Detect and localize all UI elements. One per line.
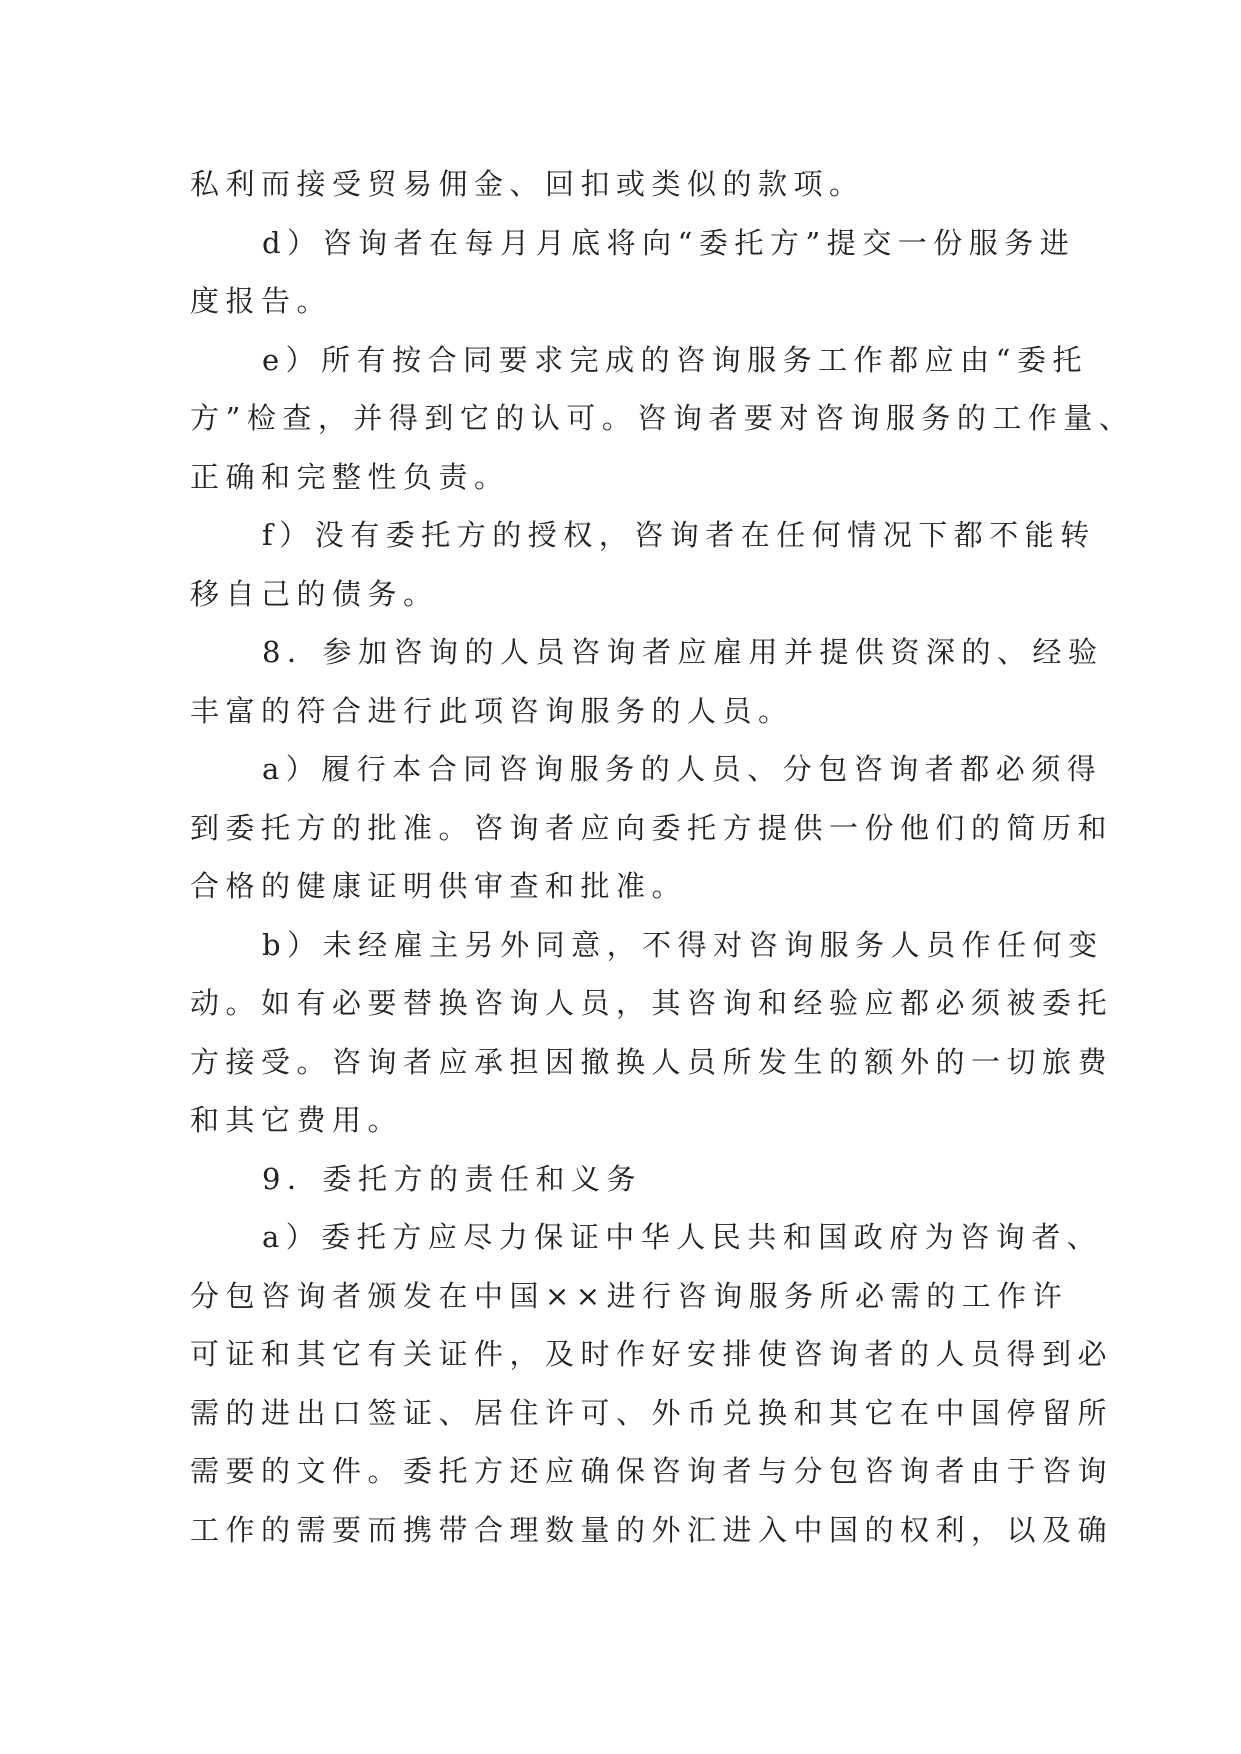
text-line: 可证和其它有关证件，及时作好安排使咨询者的人员得到必 <box>190 1337 1114 1371</box>
text-line: 合格的健康证明供审查和批准。 <box>190 869 688 903</box>
paragraph-start-line: a）委托方应尽力保证中华人民共和国政府为咨询者、 <box>262 1220 1103 1254</box>
text-line: 动。如有必要替换咨询人员，其咨询和经验应都必须被委托 <box>190 986 1114 1020</box>
text-line: 正确和完整性负责。 <box>190 459 510 494</box>
text-line: 丰富的符合进行此项咨询服务的人员。 <box>190 693 794 728</box>
paragraph-start-line: f）没有委托方的授权，咨询者在任何情况下都不能转 <box>262 518 1096 552</box>
paragraph-start-line: b）未经雇主另外同意，不得对咨询服务人员作任何变 <box>262 927 1104 962</box>
text-line: 方接受。咨询者应承担因撤换人员所发生的额外的一切旅费 <box>190 1044 1114 1079</box>
text-line: 私利而接受贸易佣金、回扣或类似的款项。 <box>190 167 865 201</box>
text-line: 分包咨询者颁发在中国××进行咨询服务所必需的工作许 <box>190 1278 1069 1313</box>
text-line: 移自己的债务。 <box>190 576 439 611</box>
text-line: 工作的需要而携带合理数量的外汇进入中国的权利，以及确 <box>190 1512 1114 1547</box>
text-line: 度报告。 <box>190 284 333 318</box>
section-heading-line: 8．参加咨询的人员咨询者应雇用并提供资深的、经验 <box>262 635 1104 669</box>
text-line: 方”检查，并得到它的认可。咨询者要对咨询服务的工作量、 <box>190 401 1135 435</box>
paragraph-start-line: d）咨询者在每月月底将向“委托方”提交一份服务进 <box>262 225 1076 260</box>
text-line: 到委托方的批准。咨询者应向委托方提供一份他们的简历和 <box>190 810 1114 845</box>
text-line: 需的进出口签证、居住许可、外币兑换和其它在中国停留所 <box>190 1395 1114 1430</box>
paragraph-start-line: a）履行本合同咨询服务的人员、分包咨询者都必须得 <box>262 752 1103 786</box>
text-line: 需要的文件。委托方还应确保咨询者与分包咨询者由于咨询 <box>190 1454 1114 1488</box>
text-line: 和其它费用。 <box>190 1103 404 1137</box>
document-body <box>190 155 1135 1559</box>
paragraph-start-line: e）所有按合同要求完成的咨询服务工作都应由“委托 <box>262 342 1088 377</box>
section-heading-line: 9．委托方的责任和义务 <box>262 1161 642 1196</box>
